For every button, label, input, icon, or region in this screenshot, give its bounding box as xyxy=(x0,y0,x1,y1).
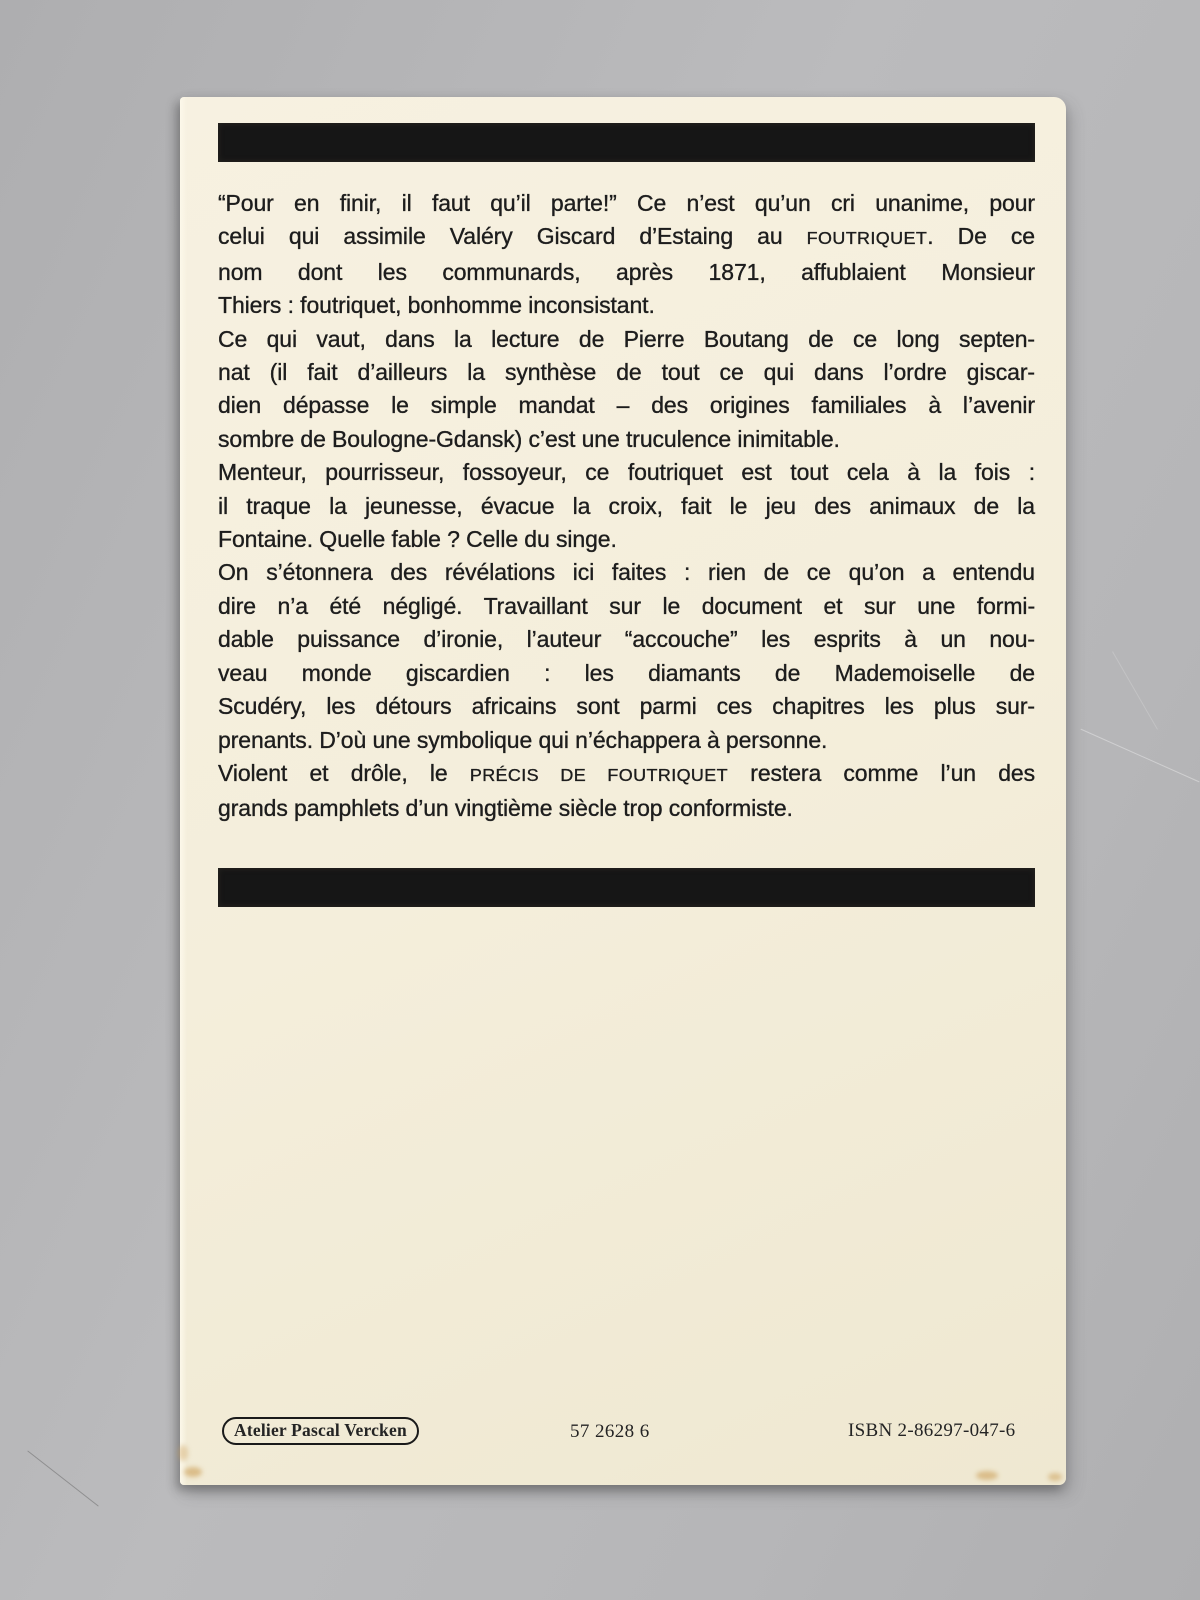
blurb-line: Menteur, pourrisseur, fossoyeur, ce foutriquet est tout cela à la fois : xyxy=(218,459,1035,486)
blurb-segment: Violent et drôle, le xyxy=(218,759,470,786)
blurb-line: nat (il fait d’ailleurs la synthèse de tout ce qui dans l’ordre giscar- xyxy=(218,359,1035,386)
blurb-line: On s’étonnera des révélations ici faites : rien de ce qu’on a entendu xyxy=(218,559,1035,586)
book-back-cover xyxy=(180,97,1066,1485)
aging-stain xyxy=(184,1467,202,1477)
aging-stain xyxy=(976,1471,998,1480)
top-black-bar xyxy=(218,123,1035,162)
blurb-segment: restera comme l’un des xyxy=(728,759,1035,786)
blurb-line: Scudéry, les détours africains sont parmi ces chapitres les plus sur- xyxy=(218,693,1035,720)
blurb-line xyxy=(218,757,1035,792)
blurb-segment-smallcaps: FOUTRIQUET xyxy=(806,228,928,249)
blurb-line: prenants. D’où une symbolique qui n’échappera à personne. xyxy=(218,726,828,753)
blurb-segment: . De ce xyxy=(927,223,1035,250)
blurb-line: dire n’a été négligé. Travaillant sur le document et sur une formi- xyxy=(218,592,1035,619)
blurb-line xyxy=(218,220,1035,255)
blurb-line: sombre de Boulogne-Gdansk) c’est une truculence inimitable. xyxy=(218,425,840,452)
surface-scratch xyxy=(1080,729,1199,783)
blurb-line: nom dont les communards, après 1871, affublaient Monsieur xyxy=(218,258,1035,285)
print-code: 57 2628 6 xyxy=(570,1421,650,1442)
blurb-line: il traque la jeunesse, évacue la croix, fait le jeu des animaux de la xyxy=(218,492,1035,519)
surface-scratch xyxy=(1112,651,1158,729)
bottom-black-bar xyxy=(218,868,1035,907)
aging-stain xyxy=(178,1445,188,1461)
blurb-line: Ce qui vaut, dans la lecture de Pierre Boutang de ce long septen- xyxy=(218,325,1035,352)
blurb-segment: celui qui assimile Valéry Giscard d’Estaing au xyxy=(218,223,807,250)
blurb-line: veau monde giscardien : les diamants de Mademoiselle de xyxy=(218,659,1035,686)
blurb-line: Thiers : foutriquet, bonhomme inconsistant. xyxy=(218,292,655,319)
back-cover-blurb xyxy=(218,187,1035,826)
blurb-line: grands pamphlets d’un vingtième siècle trop conformiste. xyxy=(218,795,793,822)
blurb-segment-smallcaps: PRÉCIS DE FOUTRIQUET xyxy=(469,764,729,785)
isbn-number: ISBN 2-86297-047-6 xyxy=(848,1420,1016,1441)
blurb-line: “Pour en finir, il faut qu’il parte!” Ce n’est qu’un cri unanime, pour xyxy=(218,190,1035,216)
blurb-line: Fontaine. Quelle fable ? Celle du singe. xyxy=(218,526,617,553)
publisher-stamp: Atelier Pascal Vercken xyxy=(222,1417,419,1445)
blurb-line: dien dépasse le simple mandat – des origines familiales à l’avenir xyxy=(218,392,1035,419)
surface-scratch xyxy=(27,1450,99,1506)
blurb-line: dable puissance d’ironie, l’auteur “accouche” les esprits à un nou- xyxy=(218,626,1035,653)
aging-stain xyxy=(1048,1473,1062,1481)
